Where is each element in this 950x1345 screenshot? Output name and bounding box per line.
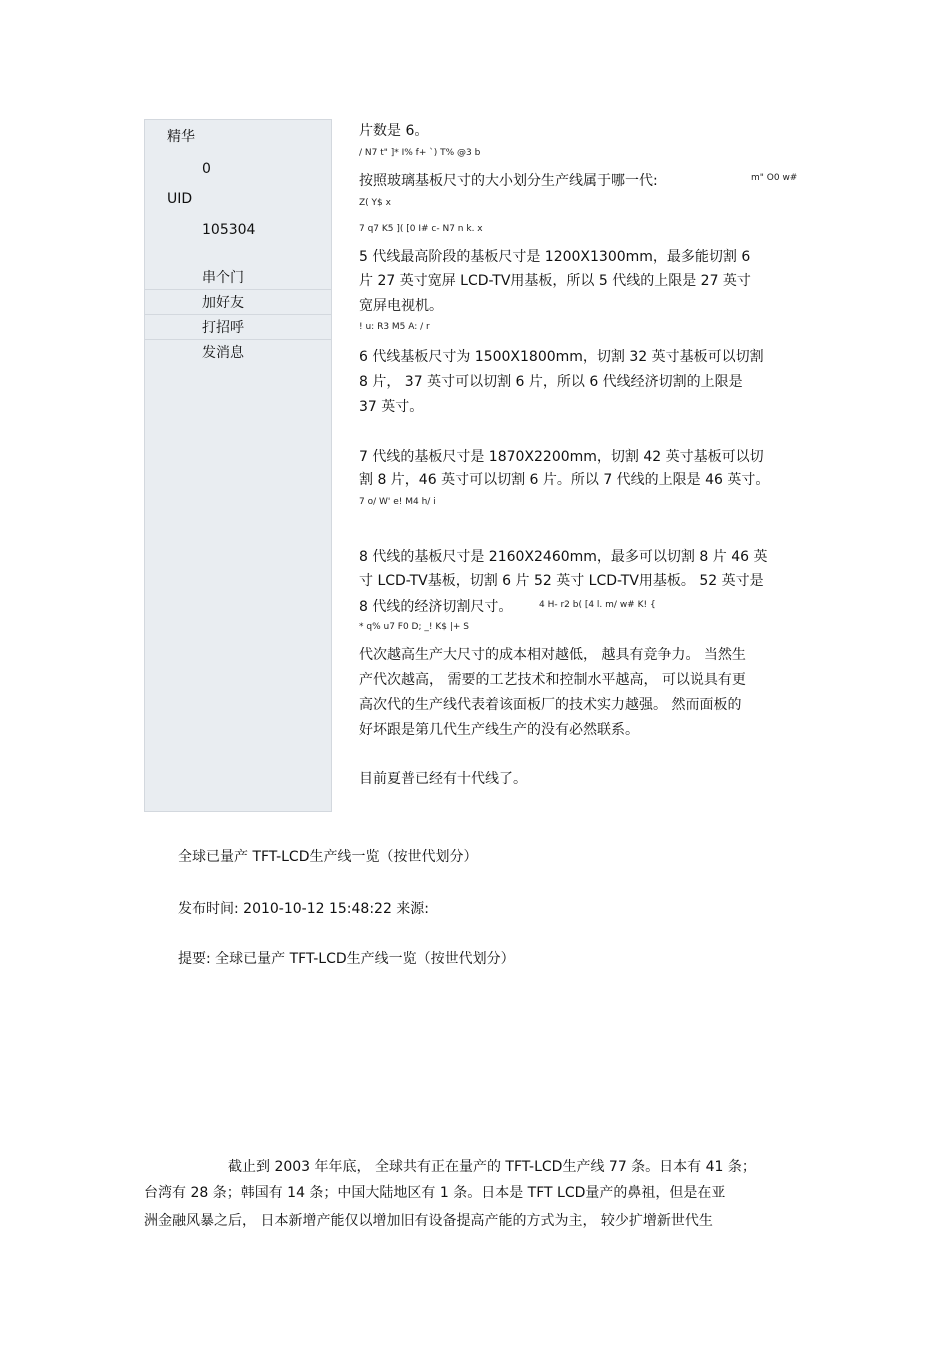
label-jinghua: 精华 [167, 129, 195, 145]
text-line: 代次越高生产大尺寸的成本相对越低， 越具有竞争力。 当然生 [359, 647, 746, 663]
text-line: 7 代线的基板尺寸是 1870X2200mm，切割 42 英寸基板可以切 [359, 449, 764, 465]
body-line: 洲金融风暴之后， 日本新增产能仅以增加旧有设备提高产能的方式为主， 较少扩增新世代生 [144, 1213, 713, 1229]
send-message-link[interactable]: 发消息 [202, 345, 244, 361]
text-line: 好坏跟是第几代生产线生产的没有必然联系。 [359, 722, 639, 738]
noise-text: 7 q7 K5 ]( [0 I# c- N7 n k. x [359, 224, 483, 234]
label-uid: UID [167, 191, 193, 207]
text-line: 片 27 英寸宽屏 LCD-TV用基板，所以 5 代线的上限是 27 英寸 [359, 273, 751, 289]
noise-text: / N7 t" ]* I% f+ `) T% @3 b [359, 148, 481, 158]
article-title: 全球已量产 TFT-LCD生产线一览（按世代划分） [178, 849, 478, 865]
noise-text-right: m" O0 w# [751, 173, 798, 183]
text-line: 5 代线最高阶段的基板尺寸是 1200X1300mm，最多能切割 6 [359, 249, 751, 265]
greet-link[interactable]: 打招呼 [145, 315, 331, 340]
text-line: 8 代线的基板尺寸是 2160X2460mm，最多可以切割 8 片 46 英 [359, 549, 768, 565]
noise-text: * q% u7 F0 D; _! K$ |+ S [359, 622, 469, 632]
article-summary: 提要: 全球已量产 TFT-LCD生产线一览（按世代划分） [178, 951, 515, 967]
value-uid: 105304 [202, 222, 256, 238]
text-line: 8 片， 37 英寸可以切割 6 片，所以 6 代线经济切割的上限是 [359, 374, 743, 390]
text-line: 片数是 6。 [359, 123, 429, 139]
text-line: 割 8 片，46 英寸可以切割 6 片。所以 7 代线的上限是 46 英寸。 [359, 472, 770, 488]
text-line: 按照玻璃基板尺寸的大小划分生产线属于哪一代: [359, 173, 658, 189]
text-line: 8 代线的经济切割尺寸。 [359, 599, 513, 615]
noise-text: 7 o/ W' e! M4 h/ i [359, 497, 436, 507]
noise-text: ! u: R3 M5 A: / r [359, 322, 430, 332]
text-line: 6 代线基板尺寸为 1500X1800mm，切割 32 英寸基板可以切割 [359, 349, 764, 365]
visit-link[interactable]: 串个门 [145, 265, 331, 290]
text-line: 寸 LCD-TV基板，切割 6 片 52 英寸 LCD-TV用基板。 52 英寸是 [359, 573, 764, 589]
text-line: 高次代的生产线代表着该面板厂的技术实力越强。 然而面板的 [359, 697, 742, 713]
user-info-sidebar [144, 119, 332, 812]
value-jinghua: 0 [202, 161, 211, 177]
text-line: 目前夏普已经有十代线了。 [359, 771, 527, 787]
noise-text: 4 H- r2 b( [4 l. m/ w# K! { [539, 600, 656, 610]
body-line: 台湾有 28 条；韩国有 14 条；中国大陆地区有 1 条。日本是 TFT LCD量产的鼻祖，但是在亚 [144, 1185, 726, 1201]
publish-info: 发布时间: 2010-10-12 15:48:22 来源: [178, 901, 430, 917]
text-line: 37 英寸。 [359, 399, 424, 415]
noise-text: Z( Y$ x [359, 198, 391, 208]
text-line: 产代次越高， 需要的工艺技术和控制水平越高， 可以说具有更 [359, 672, 746, 688]
add-friend-link[interactable]: 加好友 [145, 290, 331, 315]
text-line: 宽屏电视机。 [359, 298, 443, 314]
body-line: 截止到 2003 年年底， 全球共有正在量产的 TFT-LCD生产线 77 条。日本有 41 条； [228, 1159, 756, 1175]
